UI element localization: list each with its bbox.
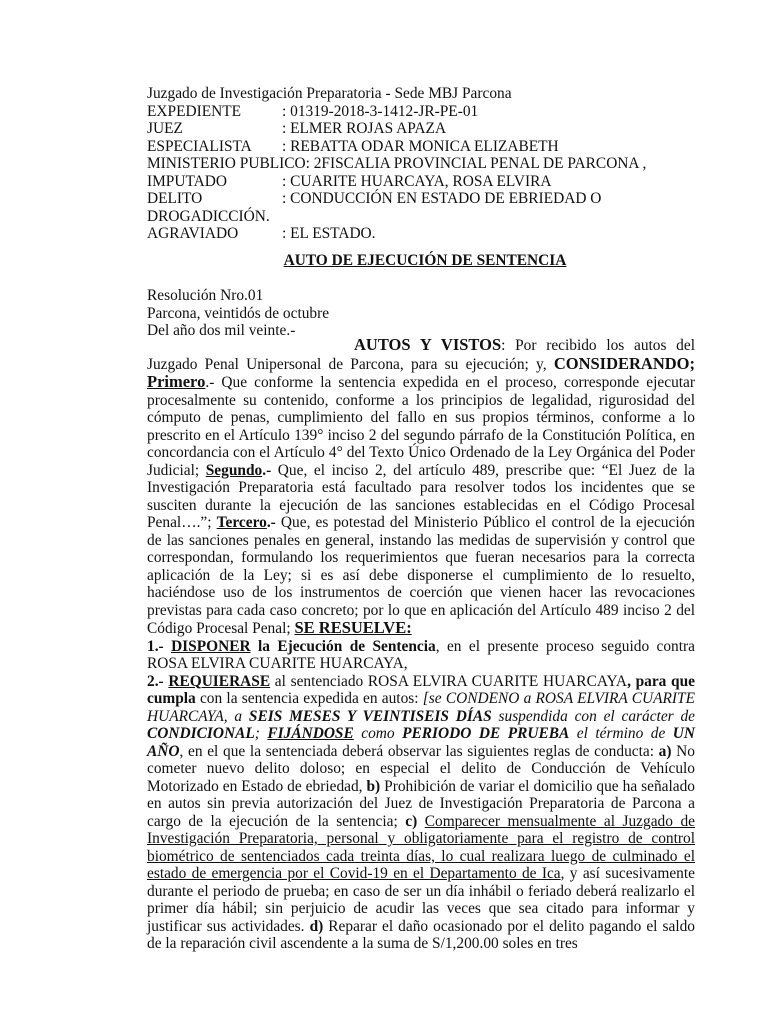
segundo-label: Segundo	[205, 461, 263, 479]
header-row-especialista	[147, 138, 707, 156]
rule-d-text: Reparar el daño ocasionado por el delito pagando el saldo de la reparación civil ascendente a la suma de S/1,200.00 soles en tres	[147, 917, 695, 952]
considerando-label: CONSIDERANDO;	[553, 353, 695, 373]
header-row-imputado	[147, 173, 707, 191]
rule-a-text: No cometer nuevo delito doloso; en especial el delito de Conducción de Vehículo Motorizado en Estado de ebriedad,	[147, 742, 695, 795]
tercero-suffix: .-	[266, 514, 276, 531]
header-value: : REBATTA ODAR MONICA ELIZABETH	[282, 137, 559, 155]
header-label: JUEZ	[147, 120, 183, 137]
item2-italic-5: el término de	[569, 725, 673, 742]
item2-italic-4: como	[353, 725, 403, 742]
rule-b-label: b)	[366, 777, 381, 795]
header-label: DELITO	[147, 190, 203, 207]
rule-c-text: , y así sucesivamente durante el periodo de prueba; en caso de ser un día inhábil o feriado deberá realizarlo el primer día hábil; sin perjuicio de acudir las veces que sea citado para informar y justificar sus actividades.	[147, 865, 695, 935]
rule-c-underlined: Comparecer mensualmente al Juzgado de Investigación Preparatoria, personal y obligatoriamente para el registro de control biométrico de sentenciados cada treinta días, lo cual realizara luego de culminado el estado de emergencia por el Covid-19 en el Departamento de Ica	[147, 812, 695, 882]
item-number: 2.-	[147, 672, 169, 690]
header-row-juez	[147, 120, 707, 138]
rule-a-label: a)	[658, 742, 672, 760]
header-value: : ELMER ROJAS APAZA	[282, 120, 447, 137]
item2-italic-1: [se CONDENO a ROSA ELVIRA CUARITE HUARCAYA, a	[147, 690, 696, 725]
header-label: ESPECIALISTA	[147, 137, 252, 155]
rule-c-label: c)	[405, 812, 418, 830]
item2-bold-italic-1: SEIS MESES Y VEINTISEIS DÍAS	[248, 707, 492, 725]
item2-text3: con la sentencia expedida en autos:	[195, 690, 423, 707]
header-row-expediente	[147, 103, 707, 121]
document-title: AUTO DE EJECUCIÓN DE SENTENCIA	[283, 252, 567, 269]
tercero-label: Tercero	[216, 514, 267, 531]
segundo-text: Que, el inciso 2, del artículo 489, prescribe que: “El Juez de la Investigación Preparatoria está facultado para resolver todos los incidentes que se susciten durante la ejecución de las sanciones establecidas en el Código Procesal Penal….”;	[147, 461, 695, 531]
header-value: : EL ESTADO.	[282, 225, 376, 242]
resolution-block	[147, 287, 329, 340]
item1-bold: la Ejecución de Sentencia	[250, 637, 436, 655]
cumpla-label: cumpla	[147, 690, 196, 707]
header-value: : CUARITE HUARCAYA, ROSA ELVIRA	[282, 172, 552, 190]
header-delito-continuation: DROGADICCIÓN.	[147, 207, 270, 225]
primero-text: .- Que conforme la sentencia expedida en el proceso, corresponde ejecutar procesalmente su contenido, conforme a los principios de legalidad, rigurosidad del cómputo de penas, cumplimiento del fallo en sus propios términos, conforme a lo prescrito en el Artículo 139° inciso 2 del segundo párrafo de la Constitución Política, en concordancia con el Artículo 4° del Texto Único Ordenado de la Ley Orgánica del Poder Judicial;	[147, 374, 695, 479]
rule-d-label: d)	[309, 917, 324, 935]
item2-italic-2: suspendida con el carácter de	[491, 707, 695, 725]
header-label: IMPUTADO	[147, 172, 227, 190]
disponer-label: DISPONER	[171, 637, 251, 655]
item2-italic-3: ;	[254, 725, 268, 742]
header-label: EXPEDIENTE	[147, 102, 242, 120]
requierase-label: REQUIERASE	[168, 672, 271, 690]
header-row-ministerio: MINISTERIO PUBLICO: 2FISCALIA PROVINCIAL PENAL DE PARCONA ,	[147, 155, 647, 172]
document-body	[147, 336, 695, 953]
segundo-suffix: .-	[262, 461, 272, 479]
item1-text: , en el presente proceso seguido contra ROSA ELVIRA CUARITE HUARCAYA,	[147, 637, 695, 672]
primero-label: Primero	[147, 372, 206, 391]
resolution-number: Resolución Nro.01	[147, 287, 264, 304]
resolutive-item-2	[147, 673, 695, 953]
item2-fijandose: FIJÁNDOSE	[267, 725, 354, 742]
header-value: : 01319-2018-3-1412-JR-PE-01	[282, 102, 479, 120]
item2-text2: , para que	[627, 672, 695, 690]
case-header	[147, 85, 707, 243]
resolution-year: Del año dos mil veinte.-	[147, 322, 296, 339]
item2-text4: , en el que la sentenciada deberá observar las siguientes reglas de conducta:	[179, 742, 659, 760]
header-row-delito	[147, 190, 707, 208]
item2-bold-italic-2: CONDICIONAL	[147, 725, 255, 742]
autos-text: : Por recibido los autos del Juzgado Penal Unipersonal de Parcona, para su ejecución; y,	[147, 337, 695, 373]
header-value: : CONDUCCIÓN EN ESTADO DE EBRIEDAD O	[282, 190, 602, 207]
item2-bold-italic-4: UN AÑO	[147, 725, 695, 760]
tercero-text: Que, es potestad del Ministerio Público el control de la ejecución de las sanciones penales en general, instando las medidas de supervisión y control que correspondan, formulando los requerimientos que fueran necesarios para la correcta aplicación de la Ley; si es así debe disponerse el cumplimiento de lo resuelto, haciéndose uso de los instrumentos de coerción que vienen hacer las revocaciones previstas para cada caso concreto; por lo que en aplicación del Artículo 489 inciso 2 del Código Procesal Penal;	[147, 514, 695, 637]
resolutive-item-1	[147, 638, 695, 673]
item-number: 1.-	[147, 637, 172, 655]
autos-label: AUTOS Y VISTOS	[354, 335, 502, 354]
item2-bold-italic-3: PERIODO DE PRUEBA	[402, 725, 570, 742]
considerandos-paragraph	[147, 336, 695, 638]
court-name: Juzgado de Investigación Preparatoria - Sede MBJ Parcona	[147, 85, 512, 102]
rule-b-text: Prohibición de variar el domicilio que ha señalado en autos sin previa autorización del Juez de Investigación Preparatoria de Parcona a cargo de la ejecución de la sentencia;	[147, 777, 695, 830]
item2-text1: al sentenciado ROSA ELVIRA CUARITE HUARCAYA	[270, 672, 628, 690]
header-label: AGRAVIADO	[147, 225, 239, 242]
se-resuelve-label: SE RESUELVE:	[294, 618, 412, 637]
resolution-place-date: Parcona, veintidós de octubre	[147, 304, 330, 322]
header-row-agraviado	[147, 225, 707, 243]
